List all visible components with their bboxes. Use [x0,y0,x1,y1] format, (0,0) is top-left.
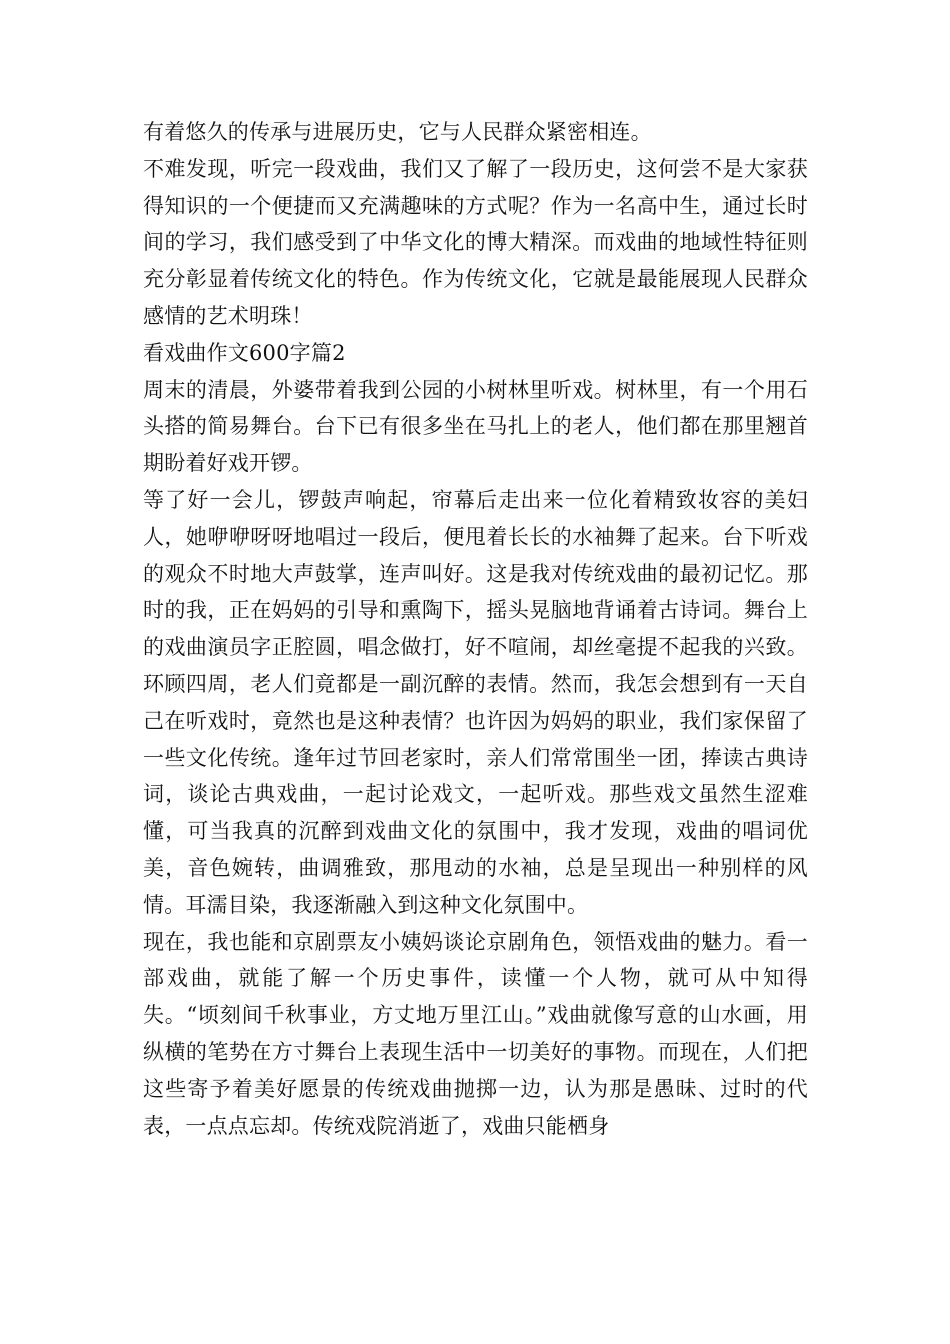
section-paragraph-1: 周末的清晨，外婆带着我到公园的小树林里听戏。树林里，有一个用石头搭的简易舞台。台下已有很多坐在马扎上的老人，他们都在那里翘首期盼着好戏开锣。 [143,377,808,476]
paragraph-2: 不难发现，听完一段戏曲，我们又了解了一段历史，这何尝不是大家获得知识的一个便捷而又充满趣味的方式呢？作为一名高中生，通过长时间的学习，我们感受到了中华文化的博大精深。而戏曲的地域性特征则充分彰显着传统文化的特色。作为传统文化，它就是最能展现人民群众感情的艺术明珠！ [143,156,808,328]
document-body [143,114,808,1144]
section-paragraph-2: 等了好一会儿，锣鼓声响起，帘幕后走出来一位化着精致妆容的美妇人，她咿咿呀呀地唱过一段后，便甩着长长的水袖舞了起来。台下听戏的观众不时地大声鼓掌，连声叫好。这是我对传统戏曲的最初记忆。那时的我，正在妈妈的引导和熏陶下，摇头晃脑地背诵着古诗词。舞台上的戏曲演员字正腔圆，唱念做打，好不喧闹，却丝毫提不起我的兴致。环顾四周，老人们竟都是一副沉醉的表情。然而，我怎会想到有一天自己在听戏时，竟然也是这种表情？也许因为妈妈的职业，我们家保留了一些文化传统。逢年过节回老家时，亲人们常常围坐一团，捧读古典诗词，谈论古典戏曲，一起讨论戏文，一起听戏。那些戏文虽然生涩难懂，可当我真的沉醉到戏曲文化的氛围中，我才发现，戏曲的唱词优美，音色婉转，曲调雅致，那甩动的水袖，总是呈现出一种别样的风情。耳濡目染，我逐渐融入到这种文化氛围中。 [143,487,808,917]
paragraph-1: 有着悠久的传承与进展历史，它与人民群众紧密相连。 [143,120,652,144]
section-paragraph-3: 现在，我也能和京剧票友小姨妈谈论京剧角色，领悟戏曲的魅力。看一部戏曲，就能了解一个历史事件，读懂一个人物，就可从中知得失。“顷刻间千秋事业，方丈地万里江山。”戏曲就像写意的山水画，用纵横的笔势在方寸舞台上表现生活中一切美好的事物。而现在，人们把这些寄予着美好愿景的传统戏曲抛掷一边，认为那是愚昧、过时的代表，一点点忘却。传统戏院消逝了，戏曲只能栖身 [143,929,808,1138]
section-title: 看戏曲作文600字篇2 [143,340,346,365]
